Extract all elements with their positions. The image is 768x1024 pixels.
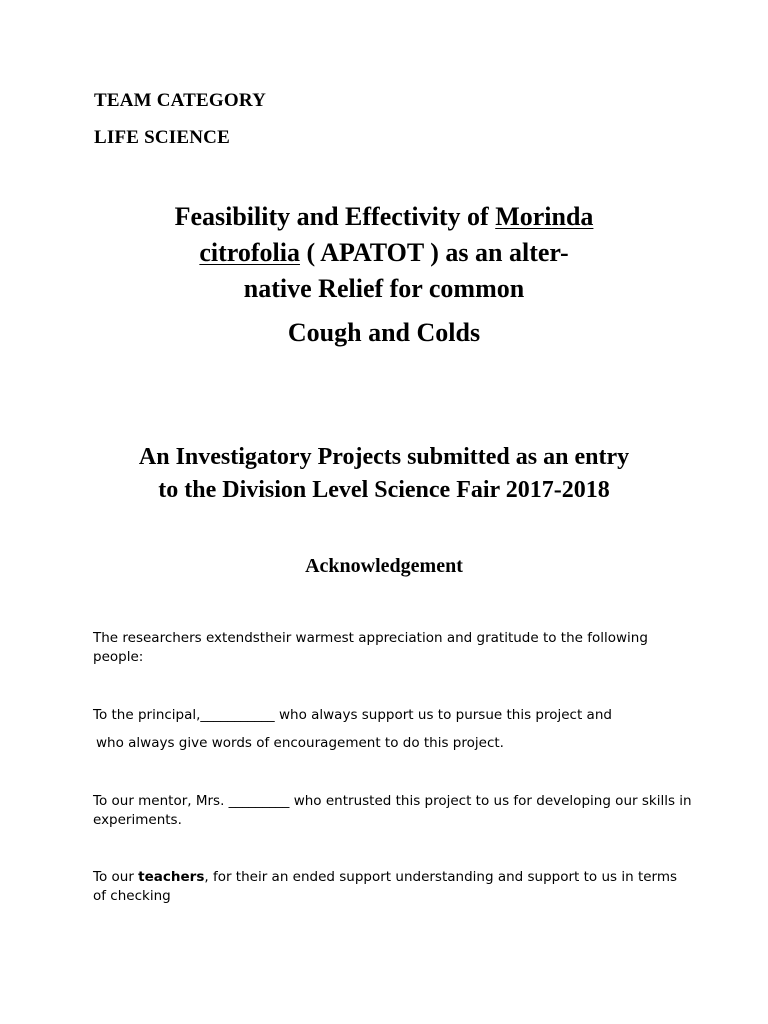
title-line-2-text: ( APATOT ) as an alter- [299, 238, 569, 267]
teachers-text-pre: To our [93, 869, 139, 885]
title-line-1 [84, 199, 684, 235]
title-species-epithet: citrofolia [199, 238, 300, 267]
title-line-3: native Relief for common [243, 274, 525, 303]
acknowledgement-paragraph-teachers [93, 868, 693, 906]
acknowledgement-paragraph-principal: To the principal,___________ who always support us to pursue this project and [93, 707, 612, 723]
subtitle-line-1: An Investigatory Projects submitted as an entry [138, 444, 630, 470]
teachers-text-post: , for their an ended support understanding and support to us in terms of checking [93, 869, 678, 904]
life-science-label: LIFE SCIENCE [94, 127, 230, 148]
acknowledgement-paragraph-principal-cont: who always give words of encouragement to do this project. [96, 735, 504, 751]
title-species-genus: Morinda [495, 202, 594, 231]
acknowledgement-paragraph-intro: The researchers extendstheir warmest appreciation and gratitude to the following people: [93, 630, 648, 665]
teachers-bold: teachers [138, 869, 205, 885]
project-title [84, 199, 684, 351]
title-line-1-text: Feasibility and Effectivity of [174, 202, 496, 231]
project-subtitle [60, 441, 708, 507]
team-category-label: TEAM CATEGORY [94, 90, 267, 111]
subtitle-line-2: to the Division Level Science Fair 2017-2018 [158, 477, 610, 503]
title-line-4: Cough and Colds [287, 318, 481, 347]
title-line-2 [84, 235, 684, 271]
acknowledgement-paragraph-mentor: To our mentor, Mrs. _________ who entrusted this project to us for developing our skills in experiments. [93, 793, 692, 828]
acknowledgement-heading: Acknowledgement [305, 555, 463, 577]
